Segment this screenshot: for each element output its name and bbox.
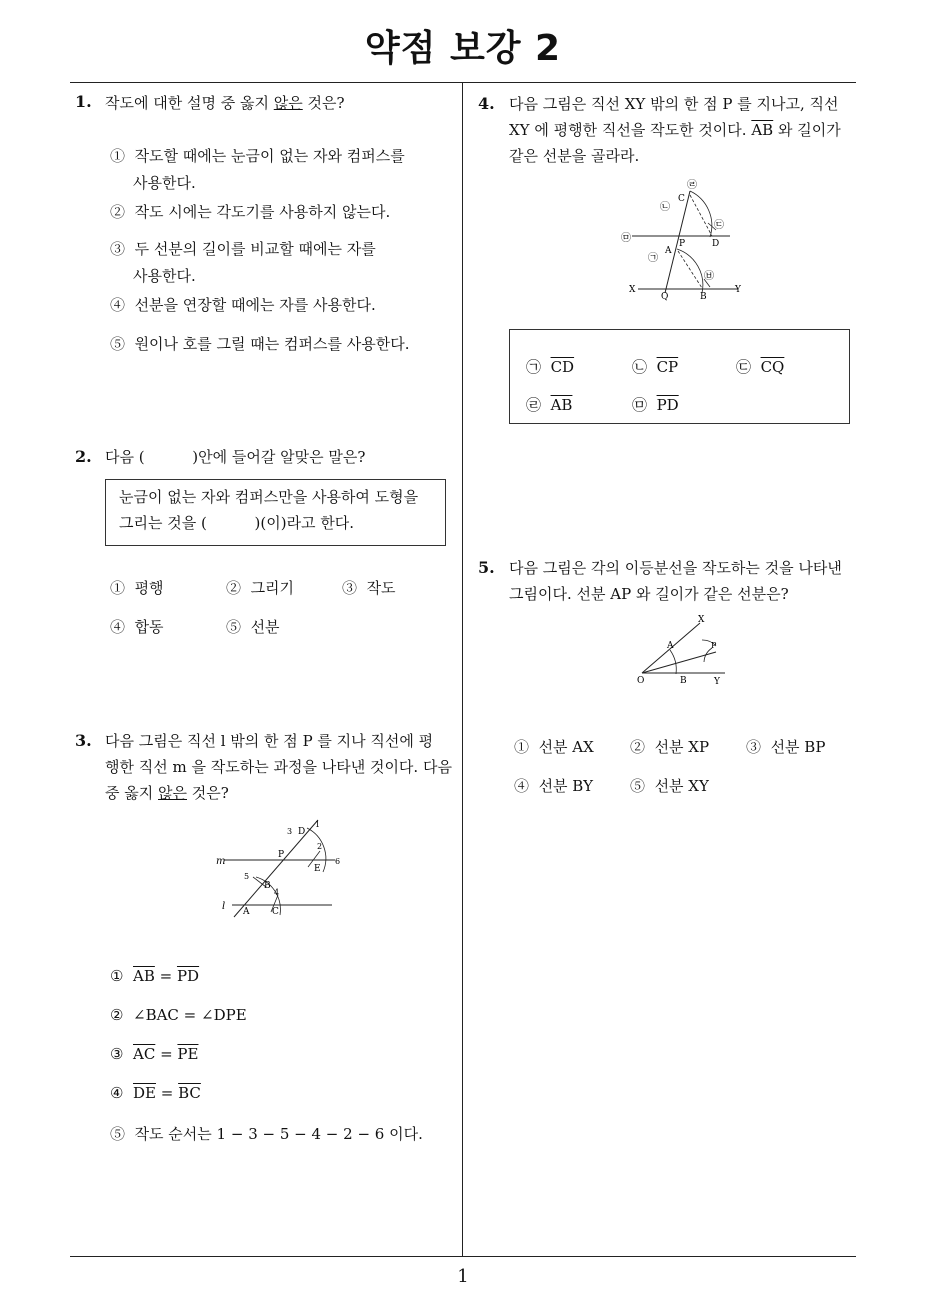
- bottom-divider: [70, 1256, 856, 1257]
- top-divider: [70, 82, 856, 83]
- label-circle-c: ㉡: [660, 202, 670, 213]
- label-A: A: [665, 246, 672, 256]
- option-1-cont: 사용한다.: [133, 174, 196, 192]
- choice-box: [509, 329, 850, 424]
- question-stem-line1: 다음 그림은 직선 l 밖의 한 점 P 를 지나 직선에 평: [105, 732, 434, 750]
- label-X: X: [629, 285, 636, 295]
- label-B: B: [680, 676, 687, 686]
- option-4[interactable]: ④ 합동: [110, 618, 164, 636]
- choice-1[interactable]: ㉠ $\overline{CD}$: [526, 358, 575, 376]
- option-5[interactable]: ⑤ 원이나 호를 그릴 때는 컴퍼스를 사용한다.: [110, 335, 410, 353]
- option-5[interactable]: ⑤ 선분 XY: [630, 777, 709, 795]
- label-P: P: [711, 641, 717, 650]
- option-5[interactable]: ⑤ 선분: [226, 618, 280, 636]
- label-circle-d: ㉣: [687, 180, 697, 191]
- question-stem: 작도에 대한 설명 중 옳지 않은 것은?: [105, 94, 345, 112]
- option-2[interactable]: ② 작도 시에는 각도기를 사용하지 않는다.: [110, 203, 391, 221]
- arc-cd: [690, 191, 712, 237]
- label-5: 5: [244, 872, 250, 881]
- option-3[interactable]: ③ 작도: [342, 579, 396, 597]
- label-P: P: [679, 239, 686, 249]
- option-4[interactable]: ④ 선분을 연장할 때에는 자를 사용한다.: [110, 296, 376, 314]
- parallel-construction-figure: [210, 815, 350, 920]
- page-title: 약점 보강 2: [364, 28, 562, 69]
- label-B: B: [700, 292, 707, 302]
- label-A: A: [243, 907, 250, 917]
- option-4[interactable]: ④ 선분 BY: [514, 777, 593, 795]
- definition-box: 눈금이 없는 자와 컴퍼스만을 사용하여 도형을 그리는 것을 ( )(이)라고 한다.: [105, 479, 446, 546]
- label-Y: Y: [714, 677, 720, 687]
- label-l: l: [222, 901, 226, 912]
- label-D: D: [712, 239, 720, 249]
- question-stem-line3: 중 옳지 않은 것은?: [105, 784, 229, 802]
- label-3: 3: [287, 827, 293, 836]
- choice-2[interactable]: ㉡ $\overline{CP}$: [632, 358, 679, 376]
- transversal: [234, 820, 321, 917]
- angle-bisector-figure: [632, 610, 732, 690]
- question-stem-line2: XY 에 평행한 직선을 작도한 것이다. $\overline{AB}$ 와 길이가: [509, 121, 841, 139]
- option-2[interactable]: ② ∠BAC = ∠DPE: [110, 1006, 247, 1024]
- question-number: 2.: [75, 447, 92, 466]
- question-stem-line2: 그림이다. 선분 AP 와 길이가 같은 선분은?: [509, 585, 789, 603]
- question-number: 1.: [75, 92, 92, 111]
- label-circle-e: ㉢: [714, 220, 724, 231]
- label-P: P: [278, 850, 285, 860]
- parallel-construction-figure-xy: [618, 175, 748, 305]
- label-X: X: [698, 615, 705, 625]
- option-3[interactable]: ③ $\overline{AC} = \overline{PE}$: [110, 1045, 199, 1063]
- page-number: 1: [457, 1266, 469, 1287]
- question-number: 3.: [75, 731, 92, 750]
- question-number: 5.: [478, 558, 495, 577]
- label-circle-b: ㉤: [621, 233, 631, 244]
- question-stem-line1: 다음 그림은 직선 XY 밖의 한 점 P 를 지나고, 직선: [509, 95, 839, 113]
- label-Q: Q: [661, 292, 669, 302]
- choice-3[interactable]: ㉢ $\overline{CQ}$: [736, 358, 785, 376]
- question-stem: 다음 ( )안에 들어갈 알맞은 말은?: [105, 448, 366, 466]
- option-1[interactable]: ① 선분 AX: [514, 738, 594, 756]
- choice-4[interactable]: ㉣ $\overline{AB}$: [526, 396, 573, 414]
- option-3[interactable]: ③ 두 선분의 길이를 비교할 때에는 자를: [110, 240, 376, 258]
- option-2[interactable]: ② 그리기: [226, 579, 295, 597]
- segment-cd: [690, 195, 712, 236]
- label-C: C: [678, 194, 685, 204]
- choice-5[interactable]: ㉤ $\overline{PD}$: [632, 396, 679, 414]
- option-1[interactable]: ① 작도할 때에는 눈금이 없는 자와 컴퍼스를: [110, 147, 405, 165]
- column-divider: [462, 82, 463, 1257]
- question-stem-line1: 다음 그림은 각의 이등분선을 작도하는 것을 나타낸: [509, 559, 842, 577]
- label-4: 4: [274, 888, 280, 897]
- bisector-op: [642, 652, 716, 673]
- label-m: m: [216, 856, 226, 867]
- question-number: 4.: [478, 94, 495, 113]
- label-O: O: [637, 676, 645, 686]
- arc-ab: [670, 650, 676, 674]
- label-E: E: [314, 864, 321, 874]
- label-1: 1: [315, 820, 321, 829]
- label-Y: Y: [735, 285, 741, 295]
- option-2[interactable]: ② 선분 XP: [630, 738, 710, 756]
- question-stem-line3: 같은 선분을 골라라.: [509, 147, 640, 165]
- label-A: A: [667, 641, 674, 651]
- label-D: D: [298, 827, 306, 837]
- option-5[interactable]: ⑤ 작도 순서는 1 − 3 − 5 − 4 − 2 − 6 이다.: [110, 1125, 423, 1143]
- label-C: C: [272, 907, 279, 917]
- label-2: 2: [317, 842, 323, 851]
- option-3-cont: 사용한다.: [133, 267, 196, 285]
- label-circle-f: ㉥: [704, 271, 714, 282]
- label-B: B: [264, 881, 271, 891]
- option-1[interactable]: ① $\overline{AB} = \overline{PD}$: [110, 967, 200, 985]
- question-stem-line2: 행한 직선 m 을 작도하는 과정을 나타낸 것이다. 다음: [105, 758, 452, 776]
- label-6: 6: [335, 857, 341, 866]
- option-3[interactable]: ③ 선분 BP: [746, 738, 826, 756]
- label-circle-a: ㉠: [648, 253, 658, 264]
- option-1[interactable]: ① 평행: [110, 579, 164, 597]
- option-4[interactable]: ④ $\overline{DE} = \overline{BC}$: [110, 1084, 201, 1102]
